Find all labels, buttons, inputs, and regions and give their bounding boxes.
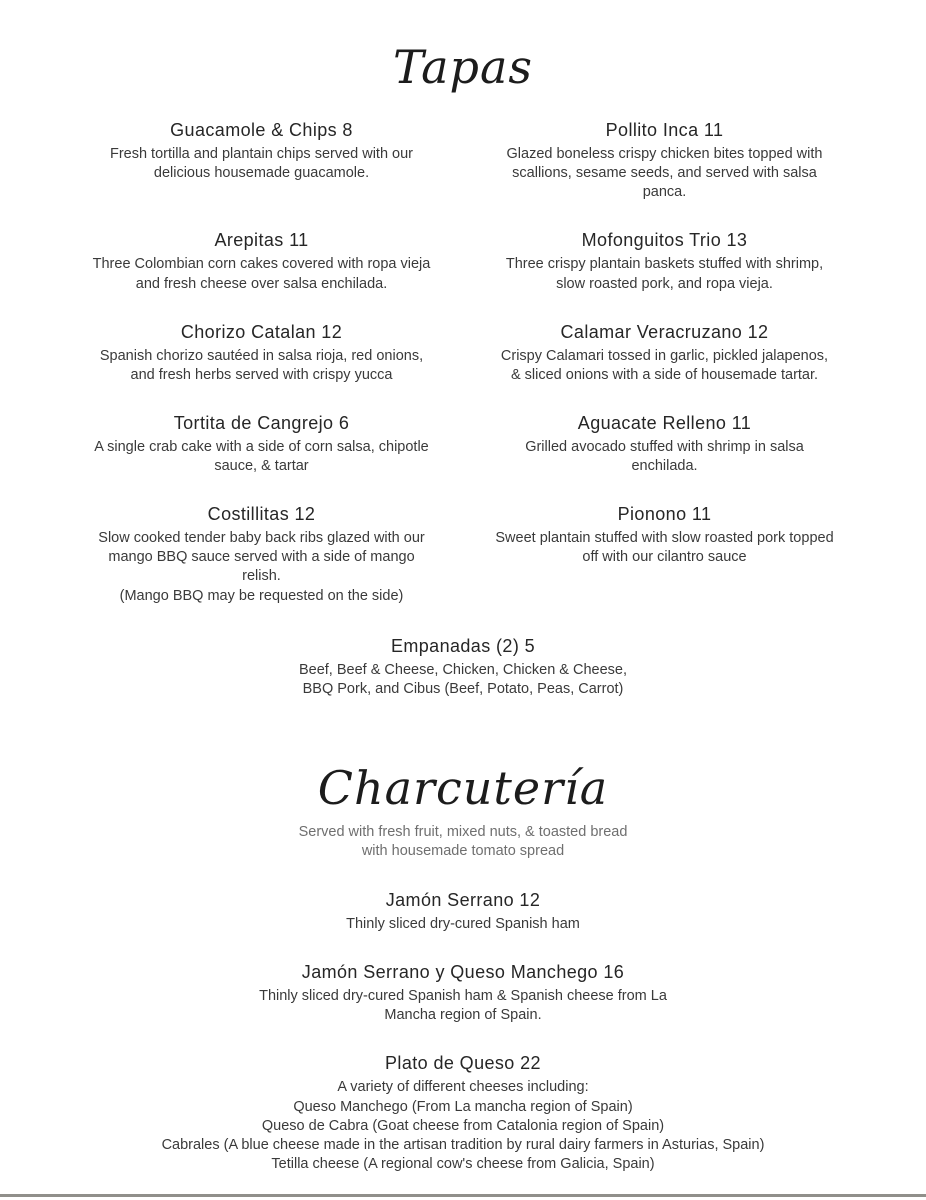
item-description-line: Cabrales (A blue cheese made in the artisan tradition by rural dairy farmers in Asturias, Spain) [161,1136,765,1153]
menu-item-costillitas [88,504,435,606]
item-description-line: BBQ Pork, and Cibus (Beef, Potato, Peas, Carrot) [302,680,624,697]
menu-item-pollito-inca [491,120,838,202]
menu-item-empanadas [0,636,926,699]
item-description: Crispy Calamari tossed in garlic, pickled jalapenos, & sliced onions with a side of housemade tartar. [500,347,829,383]
menu-item-plato-de-queso [0,1053,926,1174]
menu-item-calamar-veracruzano [491,322,838,385]
item-title: Empanadas (2) 5 [390,635,536,656]
item-description: Sweet plantain stuffed with slow roasted pork topped off with our cilantro sauce [495,530,834,566]
item-description-line: Beef, Beef & Cheese, Chicken, Chicken & Cheese, [298,661,628,678]
item-description: Slow cooked tender baby back ribs glazed with our mango BBQ sauce served with a side of mango relish. [98,530,425,585]
item-note: (Mango BBQ may be requested on the side) [119,587,404,604]
item-title: Pionono 11 [617,504,712,525]
section-title-tapas: Tapas [392,40,533,94]
item-description: Spanish chorizo sautéed in salsa rioja, red onions, and fresh herbs served with crispy yucca [99,347,424,383]
item-title: Chorizo Catalan 12 [180,321,343,342]
item-title: Mofonguitos Trio 13 [581,230,748,251]
charcuteria-subtitle: Served with fresh fruit, mixed nuts, & toasted bread with housemade tomato spread [298,823,628,860]
tapas-items-grid [0,120,926,606]
item-title: Calamar Veracruzano 12 [560,321,769,342]
item-description-line: Tetilla cheese (A regional cow's cheese from Galicia, Spain) [271,1155,655,1172]
item-description: Thinly sliced dry-cured Spanish ham [346,916,580,932]
menu-item-guacamole-chips [88,120,435,202]
menu-item-tortita-de-cangrejo [88,413,435,476]
item-title: Jamón Serrano 12 [385,890,541,910]
item-description-line: A variety of different cheeses including: [337,1079,589,1096]
item-title: Arepitas 11 [214,230,309,251]
item-description: Thinly sliced dry-cured Spanish ham & Spanish cheese from La Mancha region of Spain. [259,988,667,1024]
item-description-line: Queso Manchego (From La mancha region of Spain) [293,1098,633,1115]
item-description-line: Queso de Cabra (Goat cheese from Catalonia region of Spain) [261,1117,665,1134]
item-title: Pollito Inca 11 [605,120,724,140]
item-description: Grilled avocado stuffed with shrimp in salsa enchilada. [525,438,804,474]
item-title: Costillitas 12 [207,504,316,525]
item-description: Glazed boneless crispy chicken bites topped with scallions, sesame seeds, and served with salsa panca. [506,146,823,201]
menu-item-arepitas [88,230,435,293]
item-title: Aguacate Relleno 11 [577,412,752,433]
item-title: Plato de Queso 22 [385,1053,541,1074]
item-description: A single crab cake with a side of corn salsa, chipotle sauce, & tartar [94,438,429,474]
menu-item-mofonguitos-trio [491,230,838,293]
menu-item-aguacate-relleno [491,413,838,476]
plato-de-queso-details [0,1078,926,1174]
item-title: Guacamole & Chips 8 [170,120,353,140]
menu-item-pionono [491,504,838,606]
menu-item-chorizo-catalan [88,322,435,385]
item-description: Fresh tortilla and plantain chips served with our delicious housemade guacamole. [109,146,414,182]
item-title: Tortita de Cangrejo 6 [173,412,350,433]
menu-item-jamon-serrano-queso-manchego [0,962,926,1025]
item-description: Three Colombian corn cakes covered with ropa vieja and fresh cheese over salsa enchilada. [92,256,431,292]
item-description: Three crispy plantain baskets stuffed with shrimp, slow roasted pork, and ropa vieja. [505,256,824,292]
section-title-charcuteria: Charcutería [317,760,609,815]
menu-item-jamon-serrano [0,890,926,934]
page-bottom-divider [0,1194,926,1197]
item-title: Jamón Serrano y Queso Manchego 16 [301,962,625,983]
